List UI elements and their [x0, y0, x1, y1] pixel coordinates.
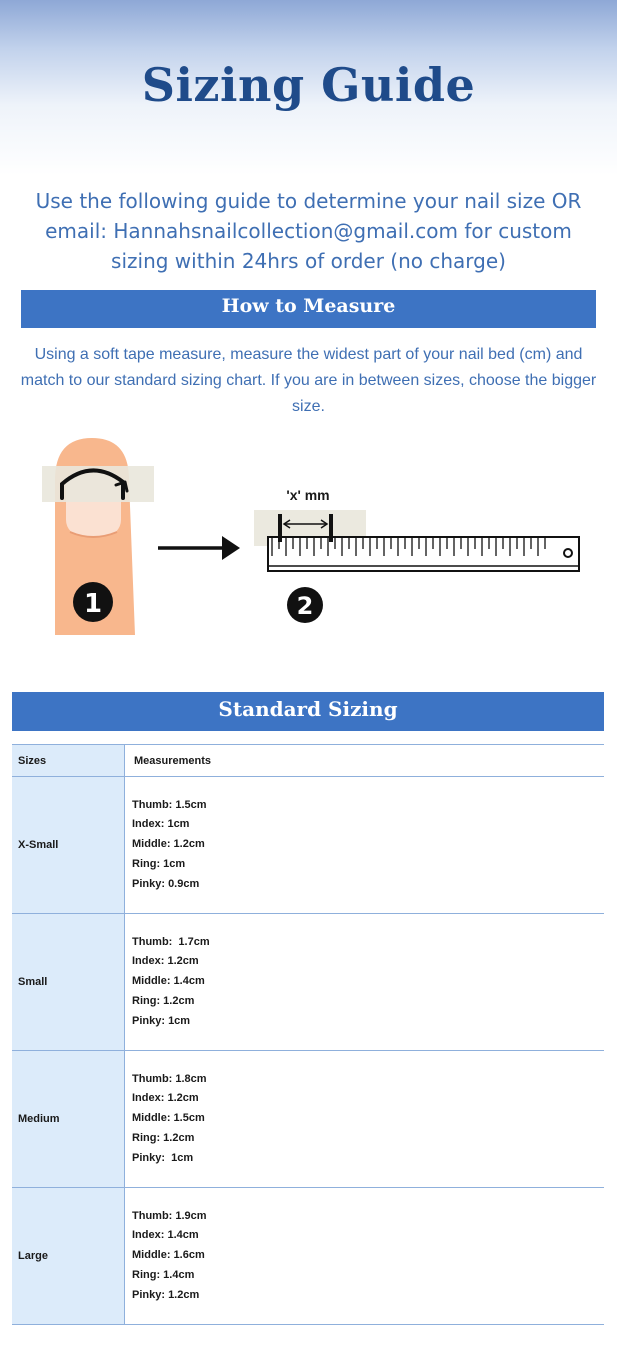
size-cell: Small — [12, 914, 125, 1050]
arrow-right-icon — [158, 536, 240, 560]
measurements-cell — [125, 777, 604, 913]
measurement-line: Middle: 1.4cm — [132, 975, 205, 988]
table-header-row — [12, 745, 604, 777]
how-to-measure-heading: How to Measure — [21, 290, 596, 328]
measurement-line: Pinky: 0.9cm — [132, 877, 200, 890]
measurement-line: Middle: 1.2cm — [132, 838, 205, 851]
table-row — [12, 777, 604, 914]
ruler-icon — [254, 510, 579, 571]
measurement-line: Thumb: 1.5cm — [132, 798, 207, 811]
header-sizes: Sizes — [12, 745, 125, 776]
measurements-cell — [125, 914, 604, 1050]
measurement-line: Index: 1.2cm — [132, 955, 199, 968]
svg-text:2: 2 — [296, 592, 314, 620]
measurement-line: Index: 1cm — [132, 818, 190, 831]
measurement-line: Pinky: 1.2cm — [132, 1288, 200, 1301]
measurement-line: Ring: 1cm — [132, 857, 186, 870]
size-cell: Large — [12, 1188, 125, 1324]
measurements-cell — [125, 1051, 604, 1187]
page-title: Sizing Guide — [141, 58, 476, 112]
measurement-line: Pinky: 1cm — [132, 1151, 194, 1164]
measurement-line: Pinky: 1cm — [132, 1014, 191, 1027]
measurement-line: Ring: 1.2cm — [132, 994, 195, 1007]
measurements-cell — [125, 1188, 604, 1324]
table-row — [12, 1051, 604, 1188]
table-row — [12, 1188, 604, 1324]
measurement-line: Ring: 1.2cm — [132, 1131, 195, 1144]
measurement-line: Thumb: 1.9cm — [132, 1209, 207, 1222]
size-cell: Medium — [12, 1051, 125, 1187]
measurement-line: Index: 1.2cm — [132, 1092, 199, 1105]
svg-text:1: 1 — [83, 589, 103, 619]
measurement-line: Middle: 1.6cm — [132, 1249, 205, 1262]
size-cell: X-Small — [12, 777, 125, 913]
measurement-line: Thumb: 1.8cm — [132, 1072, 207, 1085]
sizing-table — [12, 744, 604, 1325]
standard-sizing-heading: Standard Sizing — [12, 692, 604, 731]
measurement-line: Index: 1.4cm — [132, 1229, 199, 1242]
table-row — [12, 914, 604, 1051]
measuring-illustration — [0, 430, 617, 650]
measure-label: 'x' mm — [286, 487, 330, 503]
measure-instructions: Using a soft tape measure, measure the widest part of your nail bed (cm) and match to our standard sizing chart. If you are in between sizes, choose the bigger size. — [20, 346, 597, 415]
measurement-line: Thumb: 1.7cm — [132, 935, 210, 948]
measurement-line: Middle: 1.5cm — [132, 1112, 205, 1125]
header-measurements: Measurements — [134, 754, 212, 767]
intro-text: Use the following guide to determine your nail size OR email: Hannahsnailcollection@gmail.com for custom sizing within 24hrs of order (no charge) — [35, 189, 582, 273]
measurement-line: Ring: 1.4cm — [132, 1268, 195, 1281]
